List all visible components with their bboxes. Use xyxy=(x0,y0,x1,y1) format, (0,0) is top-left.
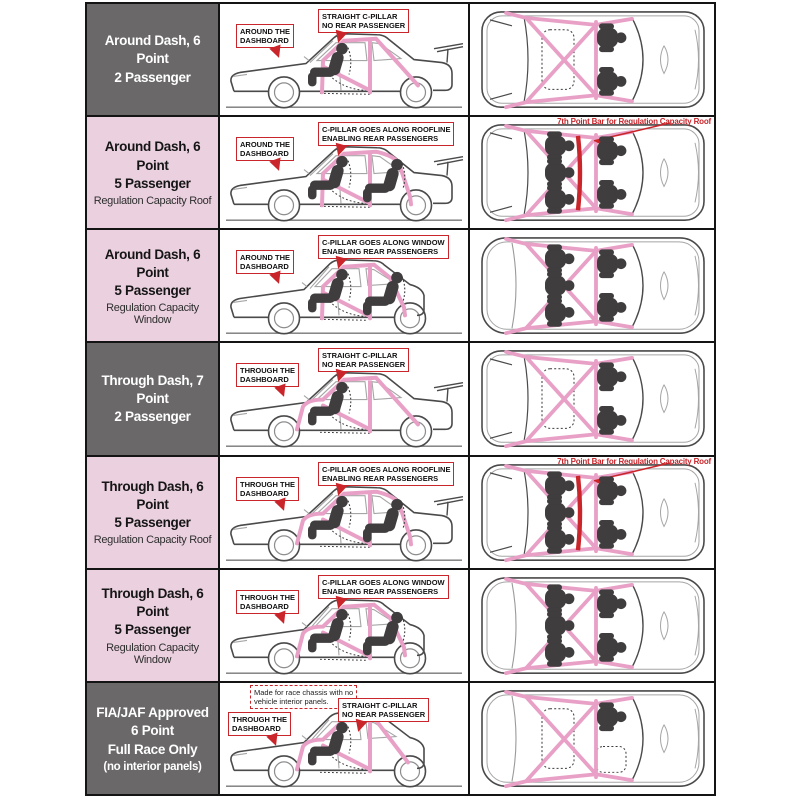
rollcage-configuration-table xyxy=(85,2,716,796)
callout-text-line: ENABLING REAR PASSENGERS xyxy=(322,247,439,257)
config-sublabel: Regulation Capacity Roof xyxy=(93,195,212,208)
sedan-top-view xyxy=(470,117,714,228)
side-view-cell xyxy=(220,457,470,568)
seventh-point-bar xyxy=(578,136,580,210)
callout-text-line: THROUGH THE xyxy=(240,479,295,489)
config-label-line: 5 Passenger xyxy=(114,282,191,298)
wheel-icon xyxy=(395,756,426,787)
callout-text-line: DASHBOARD xyxy=(240,36,289,45)
hood-lines xyxy=(661,596,699,656)
table-row xyxy=(87,4,714,115)
windshield-line xyxy=(632,697,643,780)
hatchback-top-view xyxy=(470,570,714,681)
side-view-cell xyxy=(220,4,470,115)
sedan-top-view xyxy=(470,343,714,454)
callout-cpillar xyxy=(318,235,449,259)
top-view-cell xyxy=(470,683,714,794)
table-row xyxy=(87,681,714,794)
callout-text-line: ENABLING REAR PASSENGERS xyxy=(322,473,439,483)
config-sublabel: Regulation Capacity Roof xyxy=(93,534,212,547)
config-label-cell xyxy=(87,117,220,228)
occupant-top-figure xyxy=(545,158,574,187)
top-view-cell xyxy=(470,4,714,115)
side-view-cell xyxy=(220,343,470,454)
hatch-line xyxy=(512,696,516,781)
wheel-icon xyxy=(269,643,300,674)
config-label-line: 2 Passenger xyxy=(114,69,191,85)
windshield-line xyxy=(632,584,643,667)
occupant-top-figure xyxy=(597,180,626,209)
callout-dash xyxy=(236,363,299,387)
hatch-line xyxy=(512,583,516,668)
wheel-icon xyxy=(401,529,432,560)
table-row xyxy=(87,341,714,454)
table-row xyxy=(87,455,714,568)
sedan-top-view xyxy=(470,457,714,568)
callout-text-line: NO REAR PASSENGER xyxy=(342,709,426,719)
callout-cpillar xyxy=(318,9,409,33)
callout-text-line: vehicle interior panels. xyxy=(254,696,329,706)
trunk-spoiler-lines xyxy=(490,356,528,441)
callout-cpillar xyxy=(318,575,449,599)
top-view-cell xyxy=(470,457,714,568)
callout-cpillar xyxy=(318,348,409,372)
top-view-cell xyxy=(470,343,714,454)
occupant-top-figure xyxy=(597,136,626,165)
callout-dash xyxy=(236,590,299,614)
occupant-top-figure xyxy=(597,406,626,435)
config-label-line: Full Race Only xyxy=(107,741,198,757)
top-view-cell xyxy=(470,570,714,681)
callout-text-line: THROUGH THE xyxy=(240,592,295,602)
callout-dash xyxy=(236,250,294,274)
callout-text-line: ENABLING REAR PASSENGERS xyxy=(322,586,439,596)
config-label-line: FIA/JAF Approved xyxy=(96,705,209,721)
occupant-top-figure xyxy=(597,589,626,618)
callout-text-line: C-PILLAR GOES ALONG ROOFLINE xyxy=(322,125,451,135)
config-label-cell xyxy=(87,230,220,341)
callout-cpillar xyxy=(318,122,454,146)
windshield-line xyxy=(632,131,643,214)
occupant-top-figure xyxy=(597,363,626,392)
config-label-line: 5 Passenger xyxy=(114,175,191,191)
callout-text-line: DASHBOARD xyxy=(232,723,281,733)
wheel-icon xyxy=(395,643,426,674)
callout-text-line: AROUND THE xyxy=(240,27,290,36)
window-lines xyxy=(233,41,401,91)
occupant-top-figure xyxy=(597,293,626,322)
callout-text-line: NO REAR PASSENGER xyxy=(322,21,406,30)
wheel-icon xyxy=(269,756,300,787)
sedan-top-view xyxy=(470,4,714,115)
hood-lines xyxy=(661,256,699,316)
wheel-icon xyxy=(269,303,300,334)
callout-text-line: DASHBOARD xyxy=(240,601,289,611)
wheel-icon xyxy=(269,529,300,560)
callout-text-line: NO REAR PASSENGER xyxy=(322,360,406,370)
occupant-figure xyxy=(308,722,348,765)
occupant-top-figure xyxy=(597,67,626,96)
occupant-top-figure xyxy=(545,498,574,527)
wheel-icon xyxy=(269,77,300,108)
config-label-line: Around Dash, 6 Point xyxy=(104,33,201,67)
config-label-line: Through Dash, 6 Point xyxy=(101,478,204,513)
rear-wing xyxy=(434,44,463,63)
hood-lines xyxy=(661,482,699,542)
occupant-top-figure xyxy=(545,271,574,300)
rear-wing xyxy=(434,496,463,515)
callout-text-line: DASHBOARD xyxy=(240,488,289,498)
hood-lines xyxy=(661,30,699,90)
callout-text-line: THROUGH THE xyxy=(232,714,287,724)
config-label-line: Around Dash, 6 Point xyxy=(104,246,201,280)
hood-lines xyxy=(661,143,699,203)
callout-dash xyxy=(228,712,291,736)
occupant-top-figure xyxy=(597,476,626,505)
passenger-seat-dotted xyxy=(596,746,626,772)
top-view-cell xyxy=(470,230,714,341)
callout-text-line: C-PILLAR GOES ALONG ROOFLINE xyxy=(322,464,451,474)
hood-lines xyxy=(661,369,699,429)
callout-text-line: Made for race chassis with no xyxy=(254,687,354,697)
seventh-point-bar xyxy=(578,475,580,549)
side-view-cell xyxy=(220,230,470,341)
hatchback-top-view xyxy=(470,683,714,794)
callout-text-line: DASHBOARD xyxy=(240,262,289,272)
config-label-cell xyxy=(87,343,220,454)
windshield-line xyxy=(632,18,643,101)
wheel-icon xyxy=(395,303,426,334)
config-sublabel: Regulation Capacity Window xyxy=(106,302,199,327)
side-view-cell xyxy=(220,117,470,228)
hatchback-top-view xyxy=(470,230,714,341)
trunk-spoiler-lines xyxy=(490,17,528,102)
roof-bar-note: 7th Point Bar for Regulation Capacity Roof xyxy=(557,456,711,466)
table-row xyxy=(87,115,714,228)
config-label-cell xyxy=(87,570,220,681)
rear-wing xyxy=(434,383,463,402)
trunk-spoiler-lines xyxy=(490,130,528,215)
callout-text-line: STRAIGHT C-PILLAR xyxy=(322,351,398,361)
table-row xyxy=(87,228,714,341)
table-row xyxy=(87,568,714,681)
config-label-line: 5 Passenger xyxy=(114,515,191,531)
hatch-line xyxy=(512,243,516,328)
wheel-icon xyxy=(401,190,432,221)
callout-text-line: DASHBOARD xyxy=(240,149,289,159)
callout-text-line: THROUGH THE xyxy=(240,366,295,376)
windshield-line xyxy=(632,357,643,440)
window-lines xyxy=(233,154,401,204)
wheel-icon xyxy=(269,190,300,221)
roof-bar-note: 7th Point Bar for Regulation Capacity Roof xyxy=(557,117,711,127)
config-label-cell xyxy=(87,457,220,568)
callout-cpillar xyxy=(338,698,429,722)
window-lines xyxy=(233,380,401,430)
callout-dash xyxy=(236,137,294,161)
config-label-cell xyxy=(87,683,220,794)
windshield-line xyxy=(632,244,643,327)
occupant-top-figure xyxy=(597,23,626,52)
side-view-cell xyxy=(220,570,470,681)
occupant-top-figure xyxy=(597,633,626,662)
callout-text-line: DASHBOARD xyxy=(240,375,289,385)
occupant-top-figure xyxy=(597,520,626,549)
occupant-top-figure xyxy=(597,250,626,279)
callout-text-line: C-PILLAR GOES ALONG WINDOW xyxy=(322,577,445,587)
callout-dash xyxy=(236,477,299,501)
window-lines xyxy=(233,493,401,543)
windshield-line xyxy=(632,470,643,553)
callout-text-line: AROUND THE xyxy=(240,140,290,150)
config-label-line: 2 Passenger xyxy=(114,409,191,425)
config-label-line: 6 Point xyxy=(131,723,174,739)
config-label-line: 5 Passenger xyxy=(114,622,191,638)
occupant-top-figure xyxy=(597,702,626,731)
callout-cpillar xyxy=(318,462,454,486)
callout-dash xyxy=(236,24,294,48)
config-sublabel: (no interior panels) xyxy=(103,760,202,773)
callout-text-line: AROUND THE xyxy=(240,253,290,263)
side-view-cell xyxy=(220,683,470,794)
occupant-top-figure xyxy=(545,611,574,640)
config-label-line: Around Dash, 6 Point xyxy=(104,139,201,173)
hood-lines xyxy=(661,709,699,769)
callout-text-line: C-PILLAR GOES ALONG WINDOW xyxy=(322,238,445,248)
callout-text-line: STRAIGHT C-PILLAR xyxy=(342,700,418,710)
callout-text-line: ENABLING REAR PASSENGERS xyxy=(322,134,439,144)
config-sublabel: Regulation Capacity Window xyxy=(106,641,199,666)
trunk-spoiler-lines xyxy=(490,469,528,554)
callout-text-line: STRAIGHT C-PILLAR xyxy=(322,12,398,21)
wheel-icon xyxy=(269,416,300,447)
rear-wing xyxy=(434,157,463,176)
config-label-line: Through Dash, 7 Point xyxy=(101,372,204,406)
top-view-cell xyxy=(470,117,714,228)
config-label-line: Through Dash, 6 Point xyxy=(101,585,204,620)
config-label-cell xyxy=(87,4,220,115)
